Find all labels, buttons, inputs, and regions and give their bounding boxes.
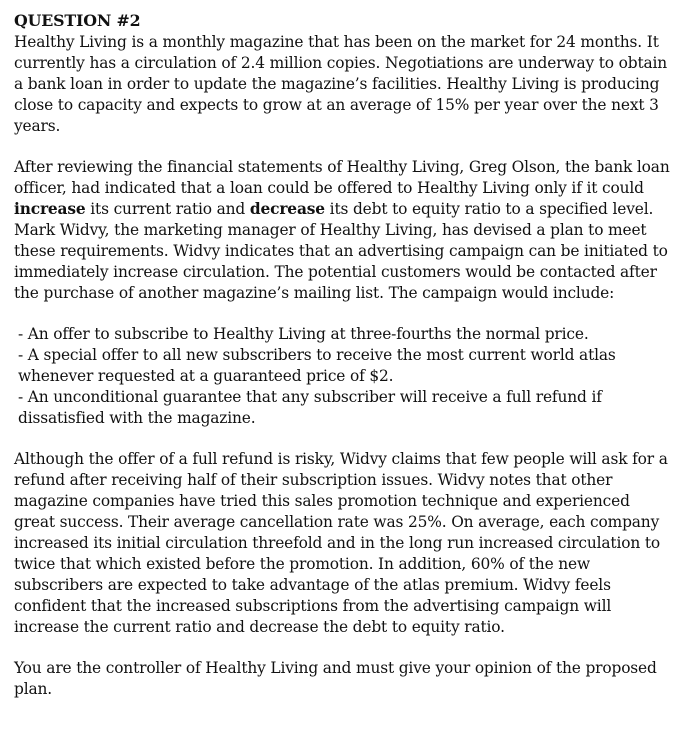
campaign-item-refund-guarantee: - An unconditional guarantee that any subscriber will receive a full refund if dissatisfied with the magazine.	[18, 388, 602, 427]
campaign-item-atlas-offer: - A special offer to all new subscribers to receive the most current world atlas whenever requested at a guaranteed price of $2.	[18, 346, 616, 385]
document	[14, 10, 674, 720]
campaign-list	[14, 324, 674, 429]
intro-paragraph: Healthy Living is a monthly magazine that has been on the market for 24 months. It currently has a circulation of 2.4 million copies. Negotiations are underway to obtain a bank loan in order to update the magazine’s facilities. Healthy Living is producing close to capacity and expects to grow at an average of 15% per year over the next 3 years.	[14, 33, 668, 135]
loan-text-part-2: its current ratio and	[85, 200, 250, 218]
loan-text-part-3: its debt to equity ratio to a specified level. Mark Widvy, the marketing manager of Healthy Living, has devised a plan to meet these requirements. Widvy indicates that an advertising campaign can be initiated to immediately increase circulation. The potential customers would be contacted after the purchase of another magazine’s mailing list. The campaign would include:	[14, 200, 668, 302]
refund-analysis-paragraph: Although the offer of a full refund is risky, Widvy claims that few people will ask for a refund after receiving half of their subscription issues. Widvy notes that other magazine companies have tried this sales promotion technique and experienced great success. Their average cancellation rate was 25%. On average, each company increased its initial circulation threefold and in the long run increased circulation to twice that which existed before the promotion. In addition, 60% of the new subscribers are expected to take advantage of the atlas premium. Widvy feels confident that the increased subscriptions from the advertising campaign will increase the current ratio and decrease the debt to equity ratio.	[14, 450, 668, 636]
decrease-emphasis: decrease	[249, 200, 325, 218]
controller-task-paragraph: You are the controller of Healthy Living and must give your opinion of the proposed plan.	[14, 659, 657, 698]
loan-requirements-paragraph	[14, 157, 674, 304]
campaign-item-price-offer: - An offer to subscribe to Healthy Living at three-fourths the normal price.	[18, 325, 589, 343]
question-title: QUESTION #2	[14, 11, 141, 30]
loan-text-part-1: After reviewing the financial statements of Healthy Living, Greg Olson, the bank loan officer, had indicated that a loan could be offered to Healthy Living only if it could	[14, 158, 670, 197]
increase-emphasis: increase	[14, 200, 86, 218]
